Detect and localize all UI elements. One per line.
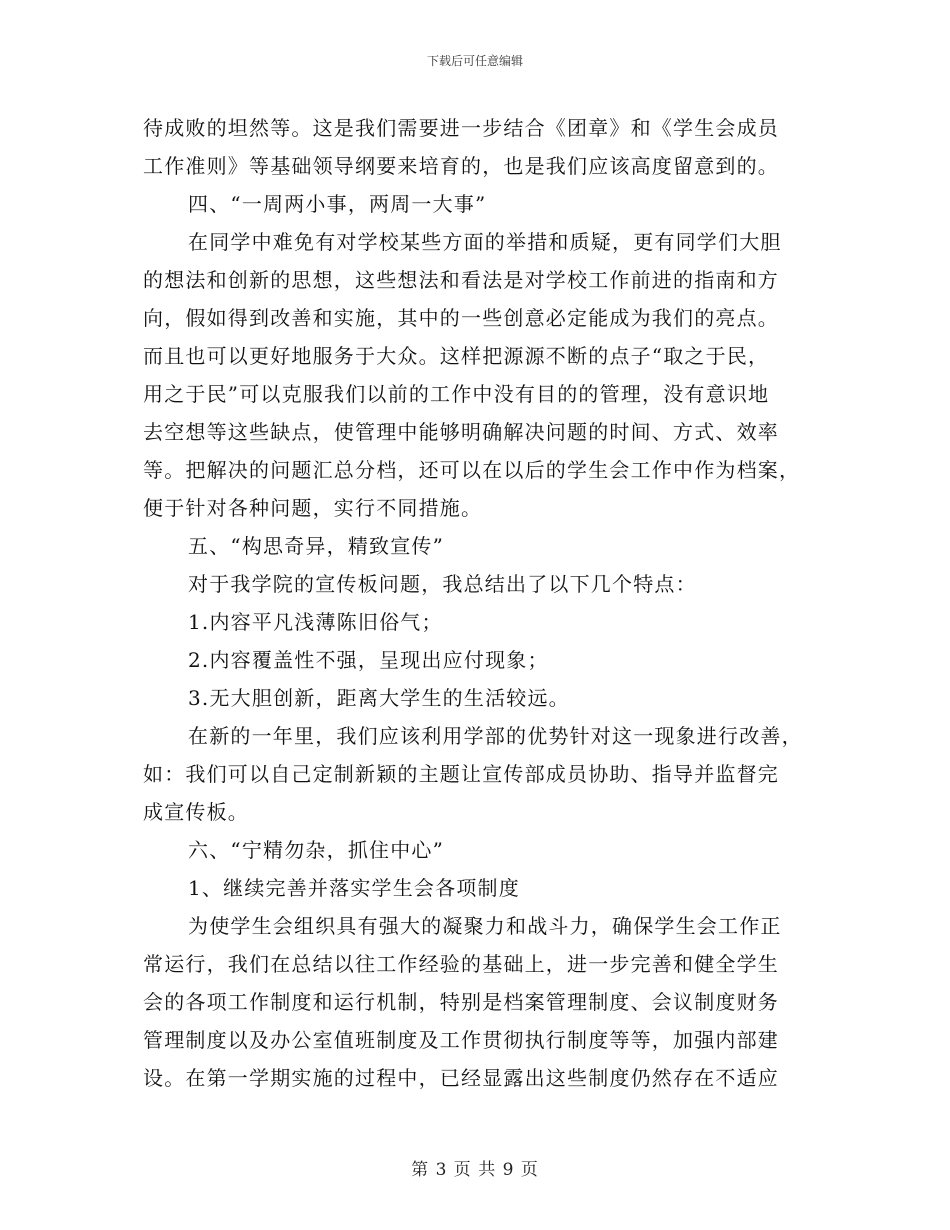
list-item: 1.内容平凡浅薄陈旧俗气； bbox=[188, 610, 443, 634]
page-header: 下载后可任意编辑 bbox=[426, 54, 523, 68]
body-line: 会的各项工作制度和运行机制，特别是档案管理制度、会议制度财务 bbox=[143, 990, 779, 1014]
body-line: 待成败的坦然等。这是我们需要进一步结合《团章》和《学生会成员 bbox=[143, 116, 779, 140]
body-line: 工作准则》等基础领导纲要来培育的，也是我们应该高度留意到的。 bbox=[143, 154, 779, 178]
body-line: 在新的一年里，我们应该利用学部的优势针对这一现象进行改善， bbox=[188, 724, 803, 748]
body-line: 在同学中难免有对学校某些方面的举措和质疑，更有同学们大胆 bbox=[188, 230, 782, 254]
section-heading: 四、“一周两小事，两周一大事” bbox=[188, 192, 487, 216]
body-line: 等。把解决的问题汇总分档，还可以在以后的学生会工作中作为档案， bbox=[143, 458, 801, 482]
body-line: 为使学生会组织具有强大的凝聚力和战斗力，确保学生会工作正 bbox=[188, 914, 782, 938]
subsection-heading: 1、继续完善并落实学生会各项制度 bbox=[188, 876, 520, 900]
body-line: 对于我学院的宣传板问题，我总结出了以下几个特点： bbox=[188, 572, 697, 596]
body-line: 成宣传板。 bbox=[143, 800, 249, 824]
body-line: 常运行，我们在总结以往工作经验的基础上，进一步完善和健全学生 bbox=[143, 952, 779, 976]
body-line: 向，假如得到改善和实施，其中的一些创意必定能成为我们的亮点。 bbox=[143, 306, 779, 330]
body-line: 用之于民”可以克服我们以前的工作中没有目的的管理，没有意识地 bbox=[143, 382, 770, 406]
body-line: 去空想等这些缺点，使管理中能够明确解决问题的时间、方式、效率 bbox=[143, 420, 779, 444]
body-line: 设。在第一学期实施的过程中，已经显露出这些制度仍然存在不适应 bbox=[143, 1066, 779, 1090]
section-heading: 五、“构思奇异，精致宣传” bbox=[188, 534, 445, 558]
page-footer: 第 3 页 共 9 页 bbox=[411, 1160, 539, 1180]
list-item: 2.内容覆盖性不强，呈现出应付现象； bbox=[188, 648, 549, 672]
document-body bbox=[143, 109, 818, 1097]
body-line: 如：我们可以自己定制新颖的主题让宣传部成员协助、指导并监督完 bbox=[143, 762, 779, 786]
body-line: 便于针对各种问题，实行不同措施。 bbox=[143, 496, 483, 520]
list-item: 3.无大胆创新，距离大学生的生活较远。 bbox=[188, 686, 570, 710]
body-line: 而且也可以更好地服务于大众。这样把源源不断的点子“取之于民， bbox=[143, 344, 770, 368]
body-line: 管理制度以及办公室值班制度及工作贯彻执行制度等等，加强内部建 bbox=[143, 1028, 779, 1052]
body-line: 的想法和创新的思想，这些想法和看法是对学校工作前进的指南和方 bbox=[143, 268, 779, 292]
section-heading: 六、“宁精勿杂，抓住中心” bbox=[188, 838, 445, 862]
